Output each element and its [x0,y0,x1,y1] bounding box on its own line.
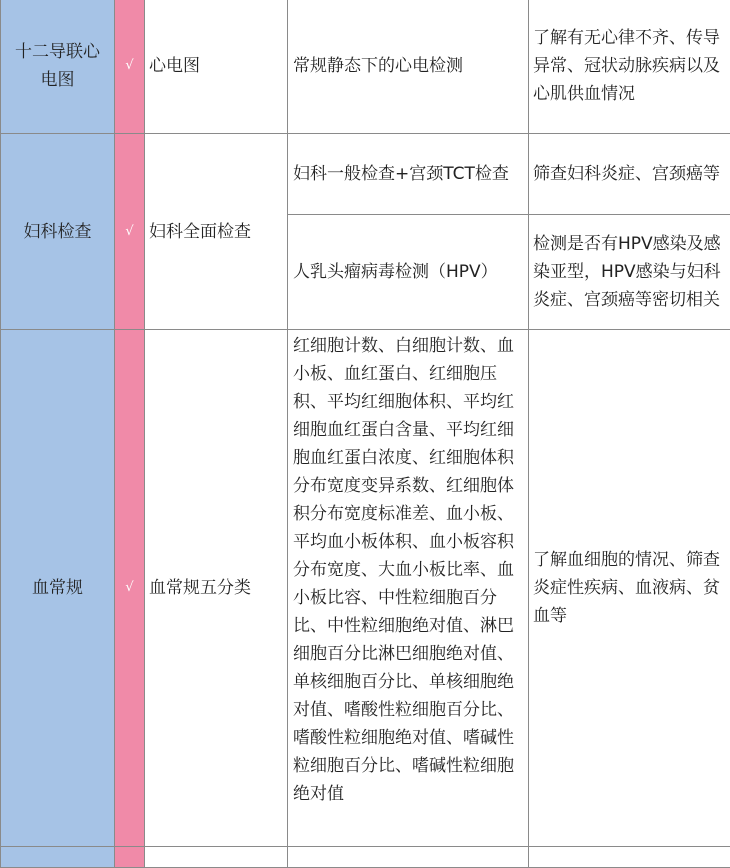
table-row-ecg [1,0,730,134]
item-cell: 心电图 [145,0,288,134]
table-row-gyn-1 [1,134,730,215]
check-mark [115,847,145,868]
purpose-cell: 筛查妇科炎症、宫颈癌等 [529,134,730,215]
content-cell [288,847,529,868]
purpose-cell: 检测是否有HPV感染及感染亚型，HPV感染与妇科炎症、宫颈癌等密切相关 [529,215,730,330]
check-mark: √ [115,330,145,847]
item-cell: 妇科全面检查 [145,134,288,330]
table-row-partial [1,847,730,868]
purpose-cell [529,847,730,868]
content-cell: 红细胞计数、白细胞计数、血小板、血红蛋白、红细胞压积、平均红细胞体积、平均红细胞血红蛋白含量、平均红细胞血红蛋白浓度、红细胞体积分布宽度变异系数、红细胞体积分布宽度标准差、血小板、平均血小板体积、血小板容积分布宽度、大血小板比率、血小板比容、中性粒细胞百分比、中性粒细胞绝对值、淋巴细胞百分比淋巴细胞绝对值、单核细胞百分比、单核细胞绝对值、嗜酸性粒细胞百分比、嗜酸性粒细胞绝对值、嗜碱性粒细胞百分比、嗜碱性粒细胞绝对值 [288,330,529,847]
purpose-cell: 了解血细胞的情况、筛查炎症性疾病、血液病、贫血等 [529,330,730,847]
category-cell [1,847,115,868]
check-mark: √ [115,134,145,330]
table-row-blood [1,330,730,847]
purpose-cell: 了解有无心律不齐、传导异常、冠状动脉疾病以及心肌供血情况 [529,0,730,134]
category-cell: 妇科检查 [1,134,115,330]
content-cell: 人乳头瘤病毒检测（HPV） [288,215,529,330]
item-cell [145,847,288,868]
category-cell: 血常规 [1,330,115,847]
item-cell: 血常规五分类 [145,330,288,847]
category-cell: 十二导联心电图 [1,0,115,134]
content-cell: 常规静态下的心电检测 [288,0,529,134]
content-cell: 妇科一般检查+宫颈TCT检查 [288,134,529,215]
check-mark: √ [115,0,145,134]
